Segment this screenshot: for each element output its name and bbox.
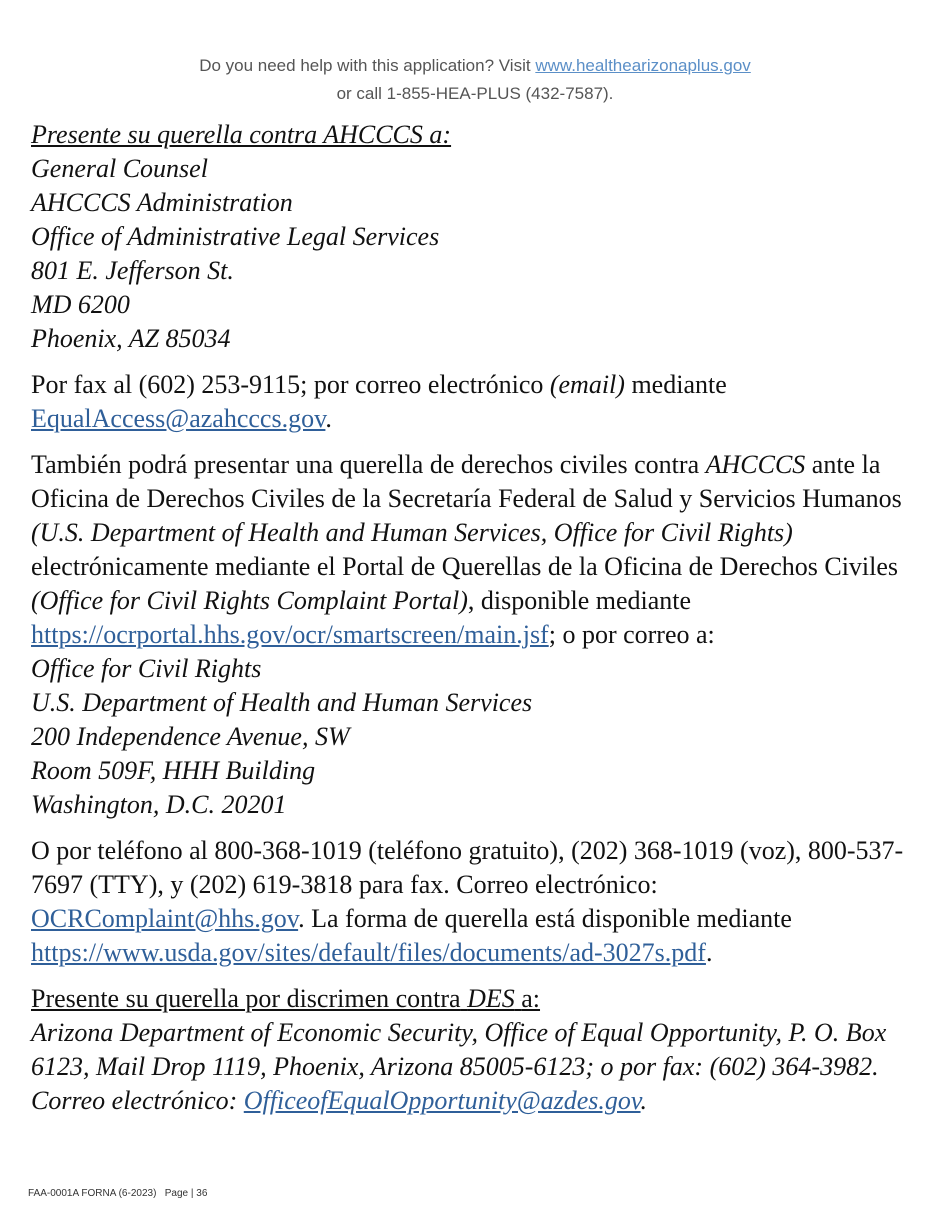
- des-heading: [31, 982, 911, 1016]
- ocr-text: electrónicamente mediante el Portal de Querellas de la Oficina de Derechos Civiles: [31, 552, 899, 581]
- des-em: DES: [467, 984, 515, 1013]
- ocr-address-line: Washington, D.C. 20201: [31, 790, 287, 819]
- ocr-address-line: Office for Civil Rights: [31, 654, 262, 683]
- des-email-link[interactable]: OfficeofEqualOpportunity@azdes.gov: [243, 1086, 641, 1115]
- period: .: [705, 938, 713, 967]
- ocr-address-line: Room 509F, HHH Building: [31, 756, 316, 785]
- ahcccs-fax-paragraph: [31, 368, 911, 436]
- help-line: [0, 52, 950, 80]
- des-body-text: Arizona Department of Economic Security, Office of Equal Opportunity, P. O. Box 6123, Mail Drop 1119, Phoenix, Arizona 85005-6123; o por fax: (602) 364-3982. Correo electrónico:: [31, 1018, 887, 1115]
- ocr-address-line: U.S. Department of Health and Human Services: [31, 688, 533, 717]
- page-header: [0, 52, 950, 108]
- ocr-portal-em: (Office for Civil Rights Complaint Portal): [31, 586, 468, 615]
- ocr-ahcccs-em: AHCCCS: [705, 450, 806, 479]
- ocr-hhs-em: (U.S. Department of Health and Human Services, Office for Civil Rights): [31, 518, 793, 547]
- ahcccs-address-line: AHCCCS Administration: [31, 188, 293, 217]
- ahcccs-address-line: General Counsel: [31, 154, 208, 183]
- ocr-text: , disponible mediante: [467, 586, 692, 615]
- ocr-portal-link[interactable]: https://ocrportal.hhs.gov/ocr/smartscreen/main.jsf: [31, 620, 549, 649]
- phone-text: O por teléfono al 800-368-1019 (teléfono gratuito), (202) 368-1019 (voz), 800-537-7697 (TTY), y (202) 619-3818 para fax. Correo electrónico:: [31, 836, 904, 899]
- ahcccs-address-line: Phoenix, AZ 85034: [31, 324, 231, 353]
- equalaccess-email-link[interactable]: EqualAccess@azahcccs.gov: [31, 404, 326, 433]
- ocr-text: ; o por correo a:: [548, 620, 715, 649]
- period: .: [325, 404, 332, 433]
- ocr-text: También podrá presentar una querella de derechos civiles contra: [31, 450, 700, 479]
- des-heading-post: a:: [521, 984, 541, 1013]
- period: .: [640, 1086, 648, 1115]
- email-word: (email): [549, 370, 625, 399]
- fax-post-text: mediante: [631, 370, 727, 399]
- ocr-email-link[interactable]: OCRComplaint@hhs.gov: [31, 904, 299, 933]
- ocr-phone-paragraph: [31, 834, 911, 970]
- ocr-form-link[interactable]: https://www.usda.gov/sites/default/files/documents/ad-3027s.pdf: [31, 938, 706, 967]
- ahcccs-address-line: 801 E. Jefferson St.: [31, 256, 234, 285]
- ocr-text: ante la Oficina de Derechos Civiles de la Secretaría Federal de Salud y Servicios Humanos: [31, 450, 902, 513]
- des-heading-text: Presente su querella por discrimen contra: [31, 984, 461, 1013]
- ocr-paragraph: [31, 448, 911, 652]
- form-text: . La forma de querella está disponible mediante: [298, 904, 792, 933]
- ahcccs-address-line: Office of Administrative Legal Services: [31, 222, 440, 251]
- document-body: [31, 118, 911, 1118]
- help-text: Do you need help with this application? Visit: [199, 56, 531, 75]
- des-paragraph: [31, 1016, 911, 1118]
- call-line: or call 1-855-HEA-PLUS (432-7587).: [336, 84, 614, 103]
- form-id: FAA-0001A FORNA (6-2023): [28, 1188, 157, 1199]
- ocr-address-line: 200 Independence Avenue, SW: [31, 722, 350, 751]
- healthearizonaplus-link[interactable]: www.healthearizonaplus.gov: [535, 56, 751, 75]
- page-footer: [28, 1188, 207, 1199]
- ahcccs-address-line: MD 6200: [31, 290, 130, 319]
- page-number: Page | 36: [164, 1188, 208, 1199]
- ahcccs-heading: Presente su querella contra AHCCCS a:: [31, 120, 452, 149]
- fax-text: Por fax al (602) 253-9115; por correo electrónico: [31, 370, 544, 399]
